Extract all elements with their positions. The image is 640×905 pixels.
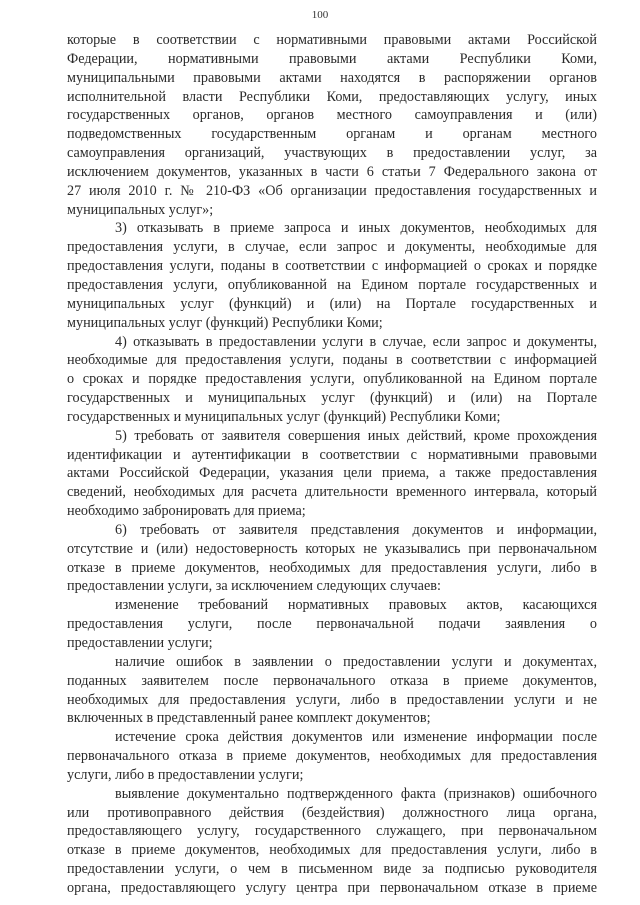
text-line: сведений, необходимых для расчета длительности временного интервала, который — [67, 484, 597, 501]
text-line: необходимо забронировать для приема; — [67, 503, 306, 520]
text-line: муниципальных услуг (функций) Республики Коми; — [67, 314, 383, 331]
text-line: 27 июля 2010 г. № 210-ФЗ «Об организации предоставления государственных и — [67, 182, 597, 199]
text-line: исключением документов, указанных в части 6 статьи 7 Федерального закона от — [67, 163, 597, 180]
text-line: выявление документально подтвержденного факта (признаков) ошибочного — [115, 785, 597, 802]
document-body — [67, 31, 597, 898]
text-line: идентификации и аутентификации в соответствии с нормативными правовыми — [67, 446, 597, 463]
text-line: предоставляющего услугу, государственного служащего, при первоначальном — [67, 823, 597, 840]
text-line: предоставлении услуги, за исключением следующих случаев: — [67, 578, 441, 595]
text-line: муниципальных услуг (функций) и (или) на Портале государственных и — [67, 295, 597, 312]
text-line: изменение требований нормативных правовых актов, касающихся — [115, 597, 597, 614]
text-line: самоуправления организаций, участвующих в предоставлении услуг, за — [67, 145, 597, 162]
text-line: государственных и муниципальных услуг (функций) и (или) на Портале — [67, 390, 597, 407]
text-line: 5) требовать от заявителя совершения иных действий, кроме прохождения — [115, 427, 597, 444]
text-line: необходимые для предоставления услуги, поданы в соответствии с информацией — [67, 352, 597, 369]
text-line: Федерации, нормативными правовыми актами Республики Коми, — [67, 50, 597, 67]
page-number: 100 — [311, 9, 329, 21]
text-line: государственных и муниципальных услуг (функций) Республики Коми; — [67, 408, 501, 425]
text-line: первоначального отказа в приеме документов, необходимых для предоставления — [67, 748, 597, 765]
text-line: отсутствие и (или) недостоверность которых не указывались при первоначальном — [67, 540, 597, 557]
text-line: о сроках и порядке предоставления услуги, опубликованной на Едином портале — [67, 371, 597, 388]
text-line: отказе в приеме документов, необходимых для предоставления услуги, либо в — [67, 559, 597, 576]
text-line: наличие ошибок в заявлении о предоставлении услуги и документах, — [115, 653, 597, 670]
text-line: муниципальными правовыми актами находятся в распоряжении органов — [67, 69, 597, 86]
text-line: 3) отказывать в приеме запроса и иных документов, необходимых для — [115, 220, 597, 237]
text-line: предоставления услуги, в случае, если запрос и документы, необходимые для — [67, 239, 597, 256]
text-line: органа, предоставляющего услугу центра при первоначальном отказе в приеме — [67, 879, 597, 896]
text-line: предоставлении услуги, о чем в письменном виде за подписью руководителя — [67, 861, 597, 878]
text-line: которые в соответствии с нормативными правовыми актами Российской — [67, 32, 597, 48]
text-line: подведомственных государственным органам и органам местного — [67, 126, 597, 143]
text-line: или противоправного действия (бездействия) должностного лица органа, — [67, 804, 597, 821]
text-line: поданных заявителем после первоначального отказа в приеме документов, — [67, 672, 597, 689]
text-line: отказе в приеме документов, необходимых для предоставления услуги, либо в — [67, 842, 597, 859]
text-line: 6) требовать от заявителя представления документов и информации, — [115, 521, 597, 538]
text-line: муниципальных услуг»; — [67, 201, 214, 218]
text-line: услуги, либо в предоставлении услуги; — [67, 766, 304, 783]
text-line: предоставления услуги, поданы в соответствии с информацией о сроках и порядке — [67, 258, 597, 275]
text-line: включенных в представленный ранее комплект документов; — [67, 710, 431, 727]
text-line: необходимых для предоставления услуги, либо в предоставлении услуги и не — [67, 691, 597, 708]
text-line: исполнительной власти Республики Коми, предоставляющих услугу, иных — [67, 88, 597, 105]
text-line: предоставления услуги, после первоначальной подачи заявления о — [67, 616, 597, 633]
text-line: 4) отказывать в предоставлении услуги в случае, если запрос и документы, — [115, 333, 597, 350]
text-line: актами Российской Федерации, указания цели приема, а также предоставления — [67, 465, 597, 482]
text-line: предоставления услуги, опубликованной на Едином портале государственных и — [67, 276, 597, 293]
text-line: предоставлении услуги; — [67, 635, 213, 651]
text-line: государственных органов, органов местного самоуправления и (или) — [67, 107, 597, 124]
text-line: истечение срока действия документов или изменение информации после — [115, 729, 597, 746]
